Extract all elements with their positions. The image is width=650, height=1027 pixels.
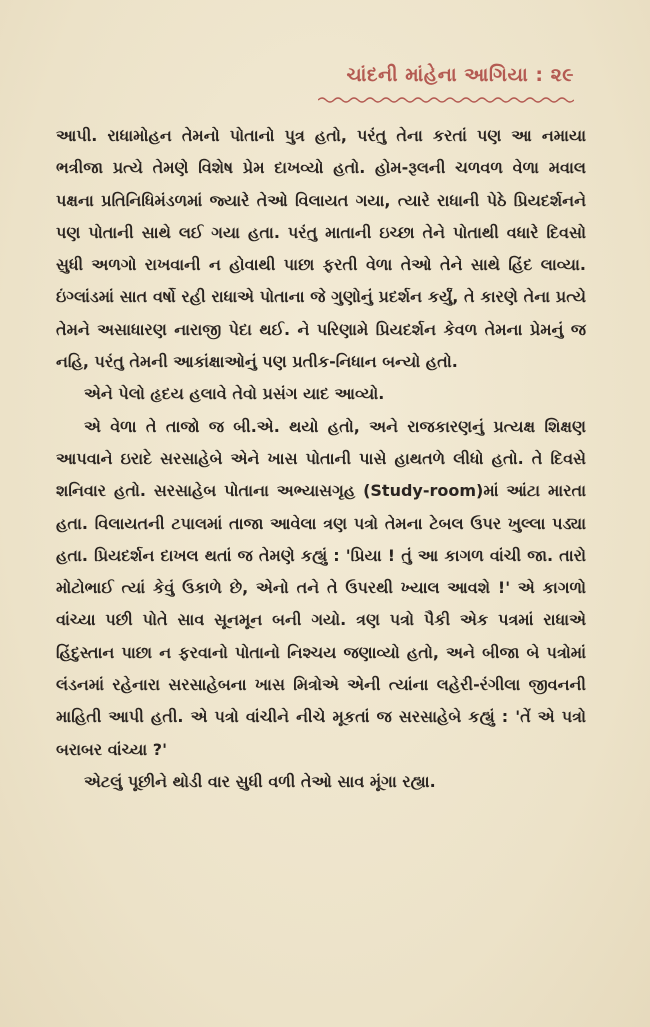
paragraph-2: એને પેલો હૃદય હલાવે તેવો પ્રસંગ યાદ આવ્યો. — [84, 384, 385, 404]
paragraph-3: એ વેળા તે તાજો જ બી.એ. થયો હતો, અને રાજકારણનું પ્રત્યક્ષ શિક્ષણ આપવાને ઇરાદે સરસાહેબે એને ખાસ પોતાની પાસે હાથતળે લીધો હતો. તે દિવસે શનિવાર હતો. સરસાહેબ પોતાના અભ્યાસગૃહ (Study-room)માં આંટા મારતા હતા. વિલાયતની ટપાલમાં તાજા આવેલા ત્રણ પત્રો તેમના ટેબલ ઉપર ખુલ્લા પડ્યા હતા. પ્રિયદર્શન દાખલ થતાં જ તેમણે કહ્યું : 'પ્રિયા ! તું આ કાગળ વાંચી જા. તારો મોટોભાઈ ત્યાં કેવું ઉકાળે છે, એનો તને તે ઉપરથી ખ્યાલ આવશે !' એ કાગળો વાંચ્યા પછી પોતે સાવ સૂનમૂન બની ગયો. ત્રણ પત્રો પૈકી એક પત્રમાં રાધાએ હિંદુસ્તાન પાછા ન ફરવાનો પોતાનો નિશ્ચય જણાવ્યો હતો, અને બીજા બે પત્રોમાં લંડનમાં રહેનારા સરસાહેબના ખાસ મિત્રોએ એની ત્યાંના લહેરી-રંગીલા જીવનની માહિતી આપી હતી. એ પત્રો વાંચીને નીચે મૂકતાં જ સરસાહેબે કહ્યું : 'તેં એ પત્રો બરાબર વાંચ્યા ?' — [56, 416, 586, 759]
header-wavy-rule — [318, 96, 574, 104]
running-header: ચાંદની માંહેના આગિયા : ૨૯ — [346, 64, 574, 86]
paragraph-4: એટલું પૂછીને થોડી વાર સુધી વળી તેઓ સાવ મૂંગા રહ્યા. — [84, 771, 436, 791]
paragraph-1: આપી. રાધામોહન તેમનો પોતાનો પુત્ર હતો, પરંતુ તેના કરતાં પણ આ નમાયા ભત્રીજા પ્રત્યે તેમણે વિશેષ પ્રેમ દાખવ્યો હતો. હોમ-રૂલની ચળવળ વેળા મવાલ પક્ષના પ્રતિનિધિમંડળમાં જ્યારે તેઓ વિલાયત ગયા, ત્યારે રાધાની પેઠે પ્રિયદર્શનને પણ પોતાની સાથે લઈ ગયા હતા. પરંતુ માતાની ઇચ્છા તેને પોતાથી વધારે દિવસો સુધી અળગો રાખવાની ન હોવાથી પાછા ફરતી વેળા તેઓ તેને સાથે હિંદ લાવ્યા. ઇંગ્લાંડમાં સાત વર્ષો રહી રાધાએ પોતાના જે ગુણોનું પ્રદર્શન કર્યું, તે કારણે તેના પ્રત્યે તેમને અસાધારણ નારાજી પેદા થઈ. ને પરિણામે પ્રિયદર્શન કેવળ તેમના પ્રેમનું જ નહિ, પરંતુ તેમની આકાંક્ષાઓનું પણ પ્રતીક-નિધાન બન્યો હતો. — [56, 126, 586, 372]
body-text — [56, 120, 586, 798]
